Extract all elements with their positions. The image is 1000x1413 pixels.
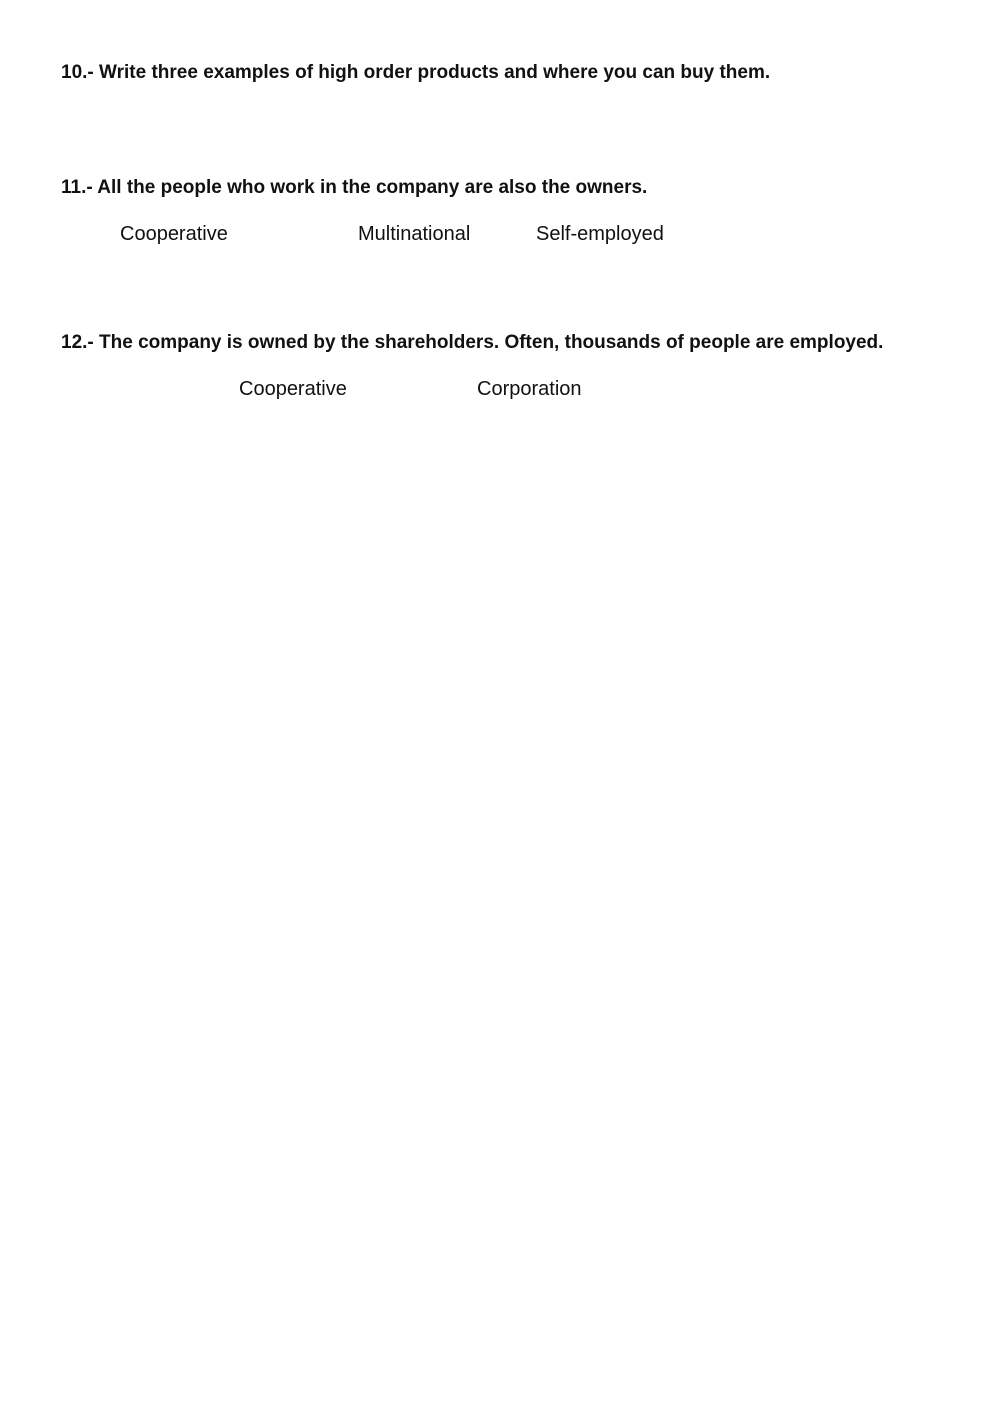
question-12-option-cooperative[interactable]: Cooperative <box>239 378 347 400</box>
question-12-option-corporation[interactable]: Corporation <box>477 378 582 400</box>
question-11-text: 11.- All the people who work in the company are also the owners. <box>61 177 648 198</box>
question-10-text: 10.- Write three examples of high order products and where you can buy them. <box>61 62 771 83</box>
question-10-answer-area[interactable] <box>61 95 941 165</box>
question-12-text: 12.- The company is owned by the shareholders. Often, thousands of people are employed. <box>61 332 884 353</box>
question-11-option-cooperative[interactable]: Cooperative <box>120 223 228 245</box>
question-11-option-self-employed[interactable]: Self-employed <box>536 223 664 245</box>
question-11-option-multinational[interactable]: Multinational <box>358 223 471 245</box>
